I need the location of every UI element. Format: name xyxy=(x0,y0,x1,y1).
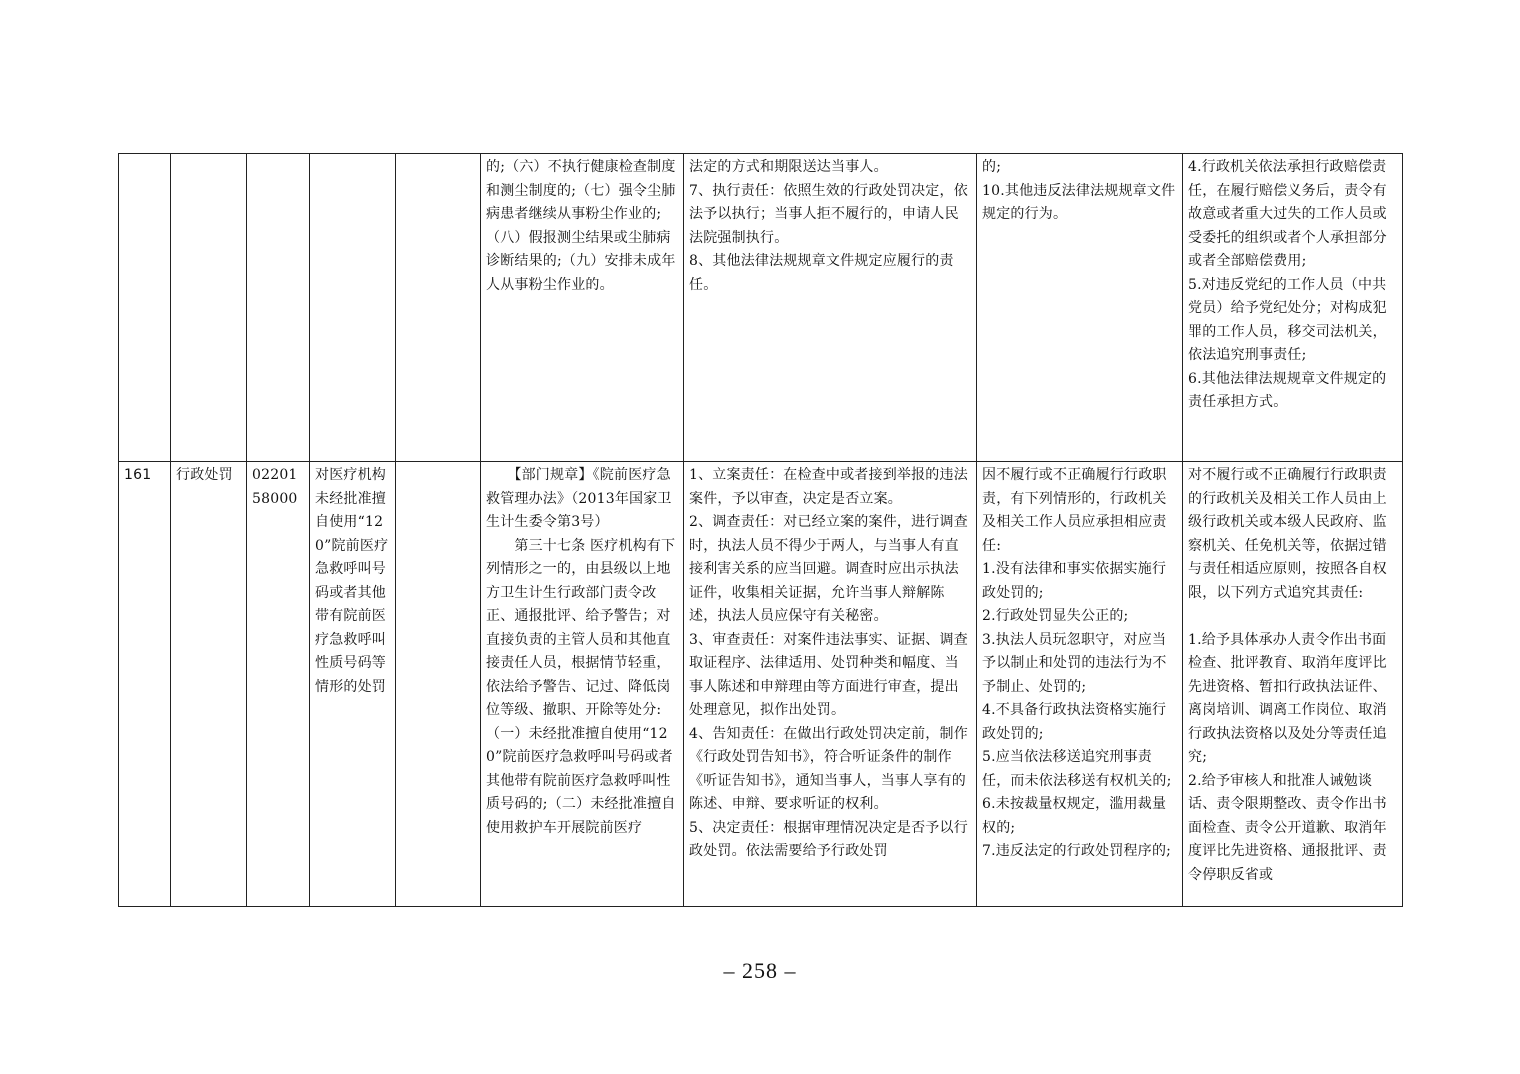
item-name-cell xyxy=(310,154,396,462)
responsibility-cell: 法定的方式和期限送达当事人。 7、执行责任：依照生效的行政处罚决定，依法予以执行；当事人拒不履行的，申请人民法院强制执行。 8、其他法律法规规章文件规定应履行的责任。 xyxy=(684,154,977,462)
item-name-cell: 对医疗机构未经批准擅自使用“120”院前医疗急救呼叫号码或者其他带有院前医疗急救呼叫性质号码等情形的处罚 xyxy=(310,462,396,907)
table-row xyxy=(119,462,1403,907)
power-type-cell xyxy=(171,154,247,462)
legal-basis-cell: 的;（六）不执行健康检查制度和测尘制度的;（七）强令尘肺病患者继续从事粉尘作业的;（八）假报测尘结果或尘肺病诊断结果的;（九）安排未成年人从事粉尘作业的。 xyxy=(481,154,684,462)
power-code-cell: 0220158000 xyxy=(247,462,310,907)
accountability-methods-cell: 对不履行或不正确履行行政职责的行政机关及相关工作人员由上级行政机关或本级人民政府、监察机关、任免机关等，依据过错与责任相适应原则，按照各自权限，以下列方式追究其责任: 1.给予具体承办人责令作出书面检查、批评教育、取消年度评比先进资格、暂扣行政执法证件、离岗培训、调离工作岗位、取消行政执法资格以及处分等责任追究; 2.给予审核人和批准人诫勉谈话、责令限期整改、责令作出书面检查、责令公开道歉、取消年度评比先进资格、通报批评、责令停职反省或 xyxy=(1183,462,1403,907)
sub-item-cell xyxy=(396,462,481,907)
table-row xyxy=(119,154,1403,462)
page-number: – 258 – xyxy=(723,958,797,983)
sub-item-cell xyxy=(396,154,481,462)
accountability-cases-cell: 因不履行或不正确履行行政职责，有下列情形的，行政机关及相关工作人员应承担相应责任: 1.没有法律和事实依据实施行政处罚的; 2.行政处罚显失公正的; 3.执法人员玩忽职守，对应当予以制止和处罚的违法行为不予制止、处罚的; 4.不具备行政执法资格实施行政处罚的; 5.应当依法移送追究刑事责任，而未依法移送有权机关的; 6.未按裁量权规定，滥用裁量权的; 7.违反法定的行政处罚程序的; xyxy=(977,462,1183,907)
power-type-cell: 行政处罚 xyxy=(171,462,247,907)
accountability-cases-cell: 的; 10.其他违反法律法规规章文件规定的行为。 xyxy=(977,154,1183,462)
accountability-methods-cell: 4.行政机关依法承担行政赔偿责任，在履行赔偿义务后，责令有故意或者重大过失的工作人员或受委托的组织或者个人承担部分或者全部赔偿费用; 5.对违反党纪的工作人员（中共党员）给予党纪处分；对构成犯罪的工作人员，移交司法机关，依法追究刑事责任; 6.其他法律法规规章文件规定的责任承担方式。 xyxy=(1183,154,1403,462)
row-number-cell: 161 xyxy=(119,462,171,907)
power-code-cell xyxy=(247,154,310,462)
responsibility-table xyxy=(118,153,1403,907)
legal-basis-cell: 【部门规章】《院前医疗急救管理办法》（2013年国家卫生计生委令第3号） 第三十七条 医疗机构有下列情形之一的，由县级以上地方卫生计生行政部门责令改正、通报批评、给予警告；对直接负责的主管人员和其他直接责任人员，根据情节轻重，依法给予警告、记过、降低岗位等级、撤职、开除等处分:（一）未经批准擅自使用“120”院前医疗急救呼叫号码或者其他带有院前医疗急救呼叫性质号码的;（二）未经批准擅自使用救护车开展院前医疗 xyxy=(481,462,684,907)
row-number-cell xyxy=(119,154,171,462)
responsibility-cell: 1、立案责任：在检查中或者接到举报的违法案件，予以审查，决定是否立案。 2、调查责任：对已经立案的案件，进行调查时，执法人员不得少于两人，与当事人有直接利害关系的应当回避。调查时应出示执法证件，收集相关证据，允许当事人辩解陈述，执法人员应保守有关秘密。 3、审查责任：对案件违法事实、证据、调查取证程序、法律适用、处罚种类和幅度、当事人陈述和申辩理由等方面进行审查，提出处理意见，拟作出处罚。 4、告知责任：在做出行政处罚决定前，制作《行政处罚告知书》，符合听证条件的制作《听证告知书》，通知当事人，当事人享有的陈述、申辩、要求听证的权利。 5、决定责任：根据审理情况决定是否予以行政处罚。依法需要给予行政处罚 xyxy=(684,462,977,907)
